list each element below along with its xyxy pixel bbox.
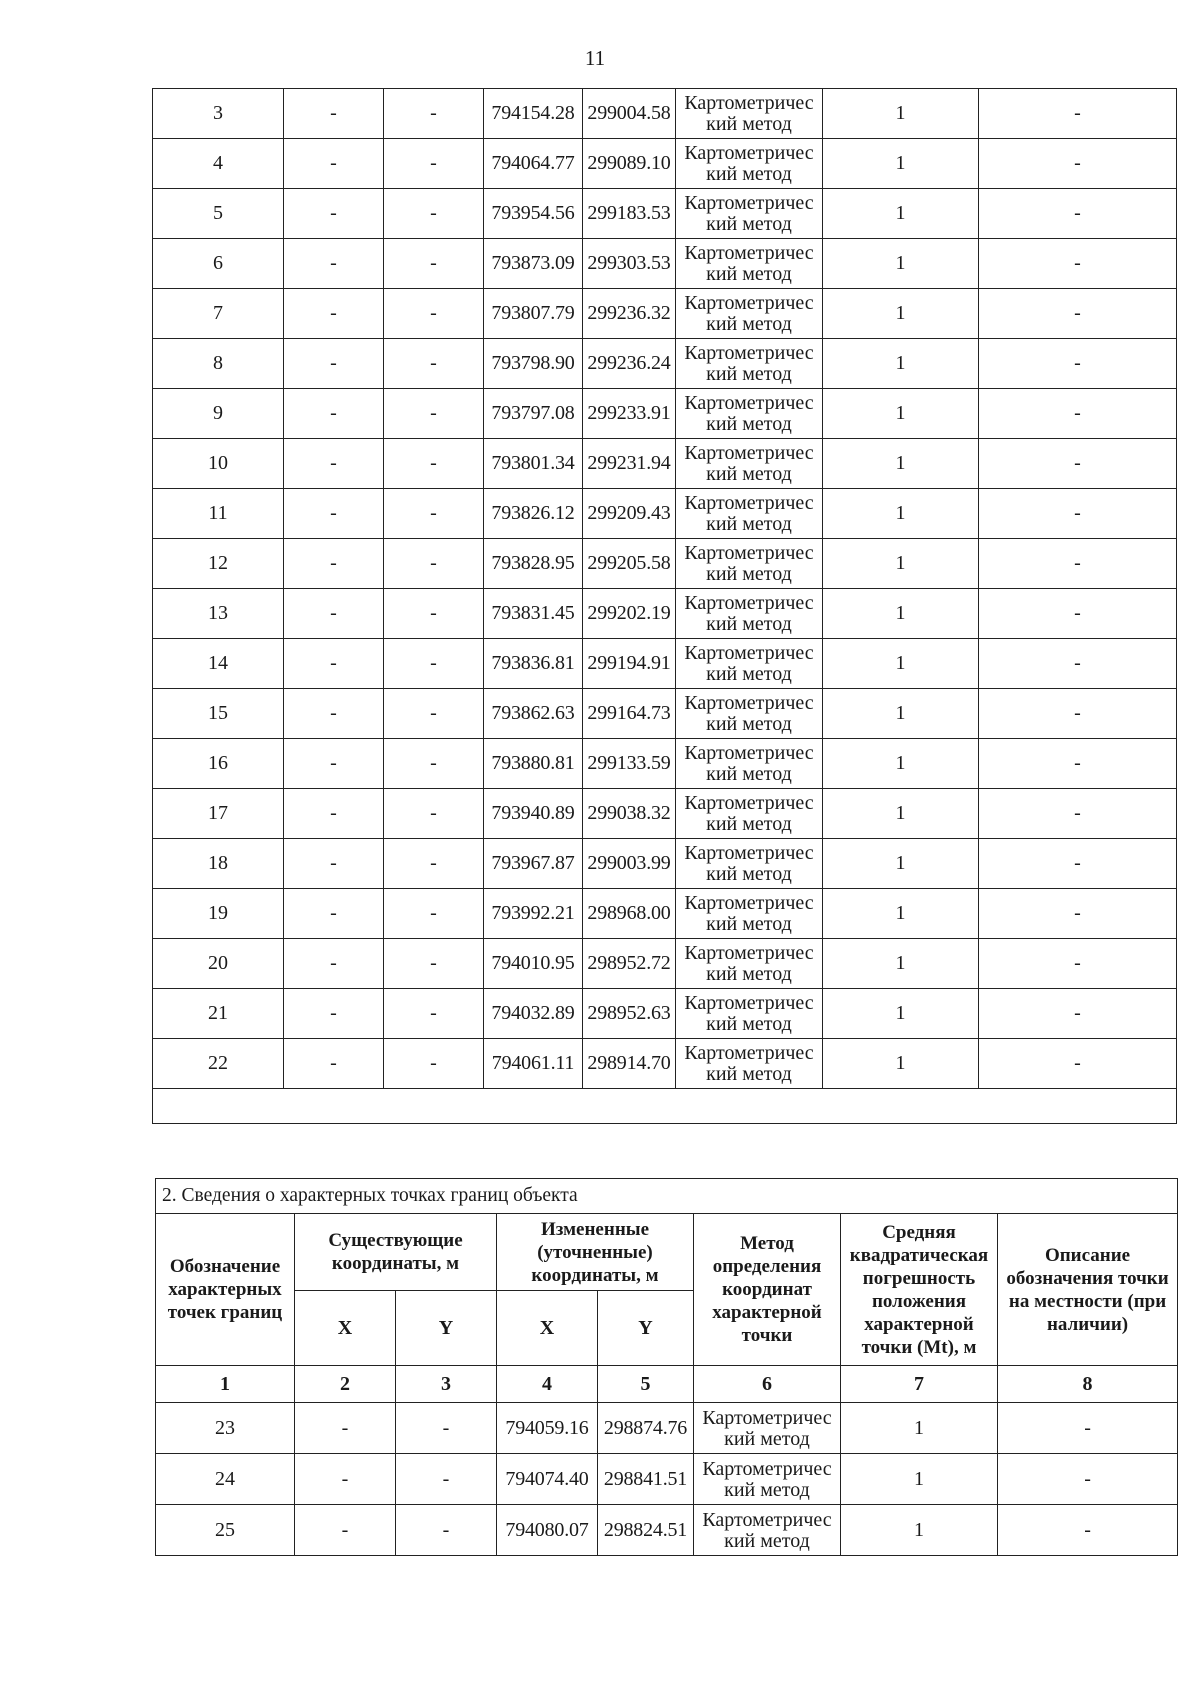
point-number-cell: 3	[153, 89, 284, 139]
x-coordinate-cell: 794061.11	[484, 1039, 583, 1089]
existing-y-cell: -	[384, 639, 484, 689]
header-existing-y: Y	[396, 1291, 497, 1366]
mt-cell: 1	[823, 439, 979, 489]
method-cell	[694, 1403, 841, 1454]
y-coordinate-cell: 298952.72	[583, 939, 676, 989]
description-cell: -	[998, 1403, 1178, 1454]
point-number-cell: 25	[156, 1505, 295, 1556]
table-caption: 2. Сведения о характерных точках границ объекта	[156, 1179, 1178, 1214]
table-row	[156, 1403, 1178, 1454]
existing-x-cell: -	[284, 889, 384, 939]
description-cell: -	[979, 339, 1177, 389]
method-text-line-1: Картометричес	[684, 892, 814, 914]
point-number-cell: 20	[153, 939, 284, 989]
method-text-line-2: кий метод	[706, 813, 792, 835]
method-text-line-1: Картометричес	[684, 392, 814, 414]
description-cell: -	[979, 189, 1177, 239]
y-coordinate-cell: 298952.63	[583, 989, 676, 1039]
description-cell: -	[979, 139, 1177, 189]
description-cell: -	[979, 289, 1177, 339]
existing-x-cell: -	[284, 339, 384, 389]
point-number-cell: 4	[153, 139, 284, 189]
method-cell	[676, 489, 823, 539]
existing-x-cell: -	[284, 139, 384, 189]
method-text-line-2: кий метод	[724, 1427, 810, 1450]
mt-cell: 1	[823, 389, 979, 439]
existing-y-cell: -	[384, 339, 484, 389]
method-text-line-1: Картометричес	[684, 342, 814, 364]
y-coordinate-cell: 299194.91	[583, 639, 676, 689]
table-row	[153, 639, 1177, 689]
table-row	[153, 489, 1177, 539]
table-row	[153, 589, 1177, 639]
method-cell	[676, 839, 823, 889]
x-coordinate-cell: 793797.08	[484, 389, 583, 439]
existing-y-cell: -	[384, 1039, 484, 1089]
x-coordinate-cell: 794080.07	[497, 1505, 598, 1556]
description-cell: -	[979, 789, 1177, 839]
method-text-line-2: кий метод	[706, 763, 792, 785]
description-cell: -	[979, 689, 1177, 739]
description-cell: -	[979, 739, 1177, 789]
method-text-line-2: кий метод	[706, 163, 792, 185]
point-number-cell: 7	[153, 289, 284, 339]
y-coordinate-cell: 299183.53	[583, 189, 676, 239]
method-text-line-2: кий метод	[706, 663, 792, 685]
existing-y-cell: -	[384, 989, 484, 1039]
method-text-line-2: кий метод	[706, 113, 792, 135]
description-cell: -	[979, 639, 1177, 689]
header-point: Обозначение характерных точек границ	[156, 1214, 295, 1366]
point-number-cell: 24	[156, 1454, 295, 1505]
x-coordinate-cell: 793828.95	[484, 539, 583, 589]
existing-y-cell: -	[384, 889, 484, 939]
mt-cell: 1	[823, 689, 979, 739]
method-cell	[676, 789, 823, 839]
description-cell: -	[998, 1505, 1178, 1556]
point-number-cell: 14	[153, 639, 284, 689]
existing-x-cell: -	[284, 589, 384, 639]
existing-x-cell: -	[295, 1505, 396, 1556]
method-text-line-2: кий метод	[706, 363, 792, 385]
column-number: 7	[841, 1366, 998, 1403]
description-cell: -	[979, 1039, 1177, 1089]
method-text-line-2: кий метод	[724, 1529, 810, 1552]
existing-y-cell: -	[384, 689, 484, 739]
method-cell	[676, 689, 823, 739]
method-text-line-2: кий метод	[706, 863, 792, 885]
y-coordinate-cell: 299236.32	[583, 289, 676, 339]
method-text-line-1: Картометричес	[684, 742, 814, 764]
mt-cell: 1	[823, 339, 979, 389]
method-text-line-2: кий метод	[706, 963, 792, 985]
table-row	[153, 239, 1177, 289]
method-text-line-1: Картометричес	[684, 592, 814, 614]
existing-y-cell: -	[384, 439, 484, 489]
x-coordinate-cell: 793836.81	[484, 639, 583, 689]
x-coordinate-cell: 793807.79	[484, 289, 583, 339]
existing-x-cell: -	[284, 789, 384, 839]
mt-cell: 1	[823, 539, 979, 589]
existing-x-cell: -	[295, 1403, 396, 1454]
method-cell	[676, 389, 823, 439]
method-text-line-2: кий метод	[706, 213, 792, 235]
x-coordinate-cell: 793880.81	[484, 739, 583, 789]
method-cell	[676, 89, 823, 139]
x-coordinate-cell: 793798.90	[484, 339, 583, 389]
y-coordinate-cell: 299004.58	[583, 89, 676, 139]
mt-cell: 1	[823, 1039, 979, 1089]
existing-x-cell: -	[295, 1454, 396, 1505]
point-number-cell: 8	[153, 339, 284, 389]
y-coordinate-cell: 299233.91	[583, 389, 676, 439]
point-number-cell: 22	[153, 1039, 284, 1089]
method-cell	[676, 539, 823, 589]
y-coordinate-cell: 299003.99	[583, 839, 676, 889]
point-number-cell: 19	[153, 889, 284, 939]
method-cell	[676, 939, 823, 989]
table-row	[153, 839, 1177, 889]
x-coordinate-cell: 794064.77	[484, 139, 583, 189]
existing-x-cell: -	[284, 239, 384, 289]
method-cell	[676, 889, 823, 939]
x-coordinate-cell: 794032.89	[484, 989, 583, 1039]
description-cell: -	[979, 889, 1177, 939]
header-changed-coordinates: Измененные (уточненные) координаты, м	[497, 1214, 694, 1291]
existing-y-cell: -	[384, 289, 484, 339]
description-cell: -	[979, 839, 1177, 889]
mt-cell: 1	[841, 1505, 998, 1556]
mt-cell: 1	[823, 789, 979, 839]
x-coordinate-cell: 794154.28	[484, 89, 583, 139]
method-text-line-1: Картометричес	[702, 1406, 832, 1429]
method-text-line-2: кий метод	[706, 1063, 792, 1085]
method-cell	[676, 189, 823, 239]
point-number-cell: 9	[153, 389, 284, 439]
y-coordinate-cell: 299133.59	[583, 739, 676, 789]
description-cell: -	[979, 989, 1177, 1039]
method-text-line-2: кий метод	[706, 313, 792, 335]
method-text-line-1: Картометричес	[684, 1042, 814, 1064]
existing-x-cell: -	[284, 189, 384, 239]
method-cell	[676, 989, 823, 1039]
method-text-line-1: Картометричес	[684, 192, 814, 214]
existing-y-cell: -	[384, 489, 484, 539]
method-text-line-1: Картометричес	[702, 1508, 832, 1531]
existing-x-cell: -	[284, 89, 384, 139]
mt-cell: 1	[823, 889, 979, 939]
method-text-line-2: кий метод	[706, 913, 792, 935]
table-row	[156, 1505, 1178, 1556]
table-row	[153, 989, 1177, 1039]
method-text-line-1: Картометричес	[684, 142, 814, 164]
point-number-cell: 11	[153, 489, 284, 539]
method-cell	[676, 339, 823, 389]
header-description: Описание обозначения точки на местности (при наличии)	[998, 1214, 1178, 1366]
mt-cell: 1	[841, 1403, 998, 1454]
x-coordinate-cell: 794010.95	[484, 939, 583, 989]
mt-cell: 1	[823, 989, 979, 1039]
method-text-line-2: кий метод	[706, 413, 792, 435]
x-coordinate-cell: 794059.16	[497, 1403, 598, 1454]
column-number: 5	[598, 1366, 694, 1403]
point-number-cell: 13	[153, 589, 284, 639]
mt-cell: 1	[823, 239, 979, 289]
page-number: 11	[584, 46, 606, 70]
method-cell	[694, 1505, 841, 1556]
existing-x-cell: -	[284, 939, 384, 989]
column-number: 4	[497, 1366, 598, 1403]
method-text-line-1: Картометричес	[684, 692, 814, 714]
column-number: 6	[694, 1366, 841, 1403]
existing-y-cell: -	[384, 739, 484, 789]
x-coordinate-cell: 793826.12	[484, 489, 583, 539]
column-number: 2	[295, 1366, 396, 1403]
header-mt: Средняя квадратическая погрешность положения характерной точки (Mt), м	[841, 1214, 998, 1366]
header-existing-x: X	[295, 1291, 396, 1366]
y-coordinate-cell: 299231.94	[583, 439, 676, 489]
existing-y-cell: -	[384, 139, 484, 189]
existing-y-cell: -	[384, 589, 484, 639]
x-coordinate-cell: 794074.40	[497, 1454, 598, 1505]
point-number-cell: 10	[153, 439, 284, 489]
method-text-line-2: кий метод	[706, 613, 792, 635]
mt-cell: 1	[823, 189, 979, 239]
column-number: 8	[998, 1366, 1178, 1403]
method-cell	[676, 1039, 823, 1089]
table-row	[153, 89, 1177, 139]
existing-x-cell: -	[284, 489, 384, 539]
mt-cell: 1	[823, 639, 979, 689]
mt-cell: 1	[823, 839, 979, 889]
method-cell	[676, 239, 823, 289]
y-coordinate-cell: 299236.24	[583, 339, 676, 389]
table-row	[153, 939, 1177, 989]
method-text-line-2: кий метод	[706, 563, 792, 585]
method-text-line-1: Картометричес	[684, 292, 814, 314]
point-number-cell: 12	[153, 539, 284, 589]
method-cell	[676, 139, 823, 189]
existing-y-cell: -	[384, 839, 484, 889]
y-coordinate-cell: 298874.76	[598, 1403, 694, 1454]
column-number: 1	[156, 1366, 295, 1403]
method-text-line-2: кий метод	[706, 713, 792, 735]
existing-y-cell: -	[384, 939, 484, 989]
x-coordinate-cell: 793967.87	[484, 839, 583, 889]
y-coordinate-cell: 299205.58	[583, 539, 676, 589]
description-cell: -	[979, 239, 1177, 289]
existing-y-cell: -	[384, 389, 484, 439]
existing-y-cell: -	[384, 539, 484, 589]
x-coordinate-cell: 793873.09	[484, 239, 583, 289]
existing-x-cell: -	[284, 1039, 384, 1089]
boundary-points-table	[155, 1178, 1178, 1556]
mt-cell: 1	[823, 489, 979, 539]
y-coordinate-cell: 298968.00	[583, 889, 676, 939]
mt-cell: 1	[823, 589, 979, 639]
table-row	[153, 889, 1177, 939]
y-coordinate-cell: 299202.19	[583, 589, 676, 639]
table-row	[153, 1039, 1177, 1089]
y-coordinate-cell: 299209.43	[583, 489, 676, 539]
description-cell: -	[979, 939, 1177, 989]
y-coordinate-cell: 298914.70	[583, 1039, 676, 1089]
method-text-line-1: Картометричес	[684, 842, 814, 864]
mt-cell: 1	[823, 939, 979, 989]
table-row	[156, 1454, 1178, 1505]
existing-x-cell: -	[284, 739, 384, 789]
existing-x-cell: -	[284, 839, 384, 889]
description-cell: -	[979, 89, 1177, 139]
method-text-line-1: Картометричес	[684, 442, 814, 464]
y-coordinate-cell: 299089.10	[583, 139, 676, 189]
coordinates-table-continued	[152, 88, 1177, 1124]
existing-y-cell: -	[396, 1403, 497, 1454]
x-coordinate-cell: 793954.56	[484, 189, 583, 239]
point-number-cell: 23	[156, 1403, 295, 1454]
description-cell: -	[979, 489, 1177, 539]
existing-x-cell: -	[284, 689, 384, 739]
method-text-line-2: кий метод	[706, 263, 792, 285]
point-number-cell: 18	[153, 839, 284, 889]
method-text-line-1: Картометричес	[702, 1457, 832, 1480]
method-cell	[676, 639, 823, 689]
description-cell: -	[979, 439, 1177, 489]
description-cell: -	[998, 1454, 1178, 1505]
table-row	[153, 439, 1177, 489]
method-cell	[694, 1454, 841, 1505]
point-number-cell: 5	[153, 189, 284, 239]
method-text-line-1: Картометричес	[684, 542, 814, 564]
method-text-line-1: Картометричес	[684, 92, 814, 114]
column-number: 3	[396, 1366, 497, 1403]
y-coordinate-cell: 299038.32	[583, 789, 676, 839]
table-row	[153, 739, 1177, 789]
existing-y-cell: -	[396, 1505, 497, 1556]
y-coordinate-cell: 299303.53	[583, 239, 676, 289]
point-number-cell: 16	[153, 739, 284, 789]
header-method: Метод определения координат характерной точки	[694, 1214, 841, 1366]
method-cell	[676, 439, 823, 489]
existing-y-cell: -	[384, 239, 484, 289]
table-row	[153, 139, 1177, 189]
existing-x-cell: -	[284, 289, 384, 339]
method-cell	[676, 589, 823, 639]
header-changed-x: X	[497, 1291, 598, 1366]
method-text-line-2: кий метод	[706, 513, 792, 535]
table-row	[153, 289, 1177, 339]
table-row	[153, 539, 1177, 589]
method-text-line-1: Картометричес	[684, 492, 814, 514]
point-number-cell: 17	[153, 789, 284, 839]
existing-x-cell: -	[284, 439, 384, 489]
table-row	[153, 689, 1177, 739]
existing-y-cell: -	[384, 789, 484, 839]
header-changed-y: Y	[598, 1291, 694, 1366]
point-number-cell: 21	[153, 989, 284, 1039]
x-coordinate-cell: 793992.21	[484, 889, 583, 939]
mt-cell: 1	[823, 139, 979, 189]
y-coordinate-cell: 298824.51	[598, 1505, 694, 1556]
table-row	[153, 339, 1177, 389]
method-cell	[676, 289, 823, 339]
method-text-line-1: Картометричес	[684, 242, 814, 264]
description-cell: -	[979, 589, 1177, 639]
header-existing-coordinates: Существующие координаты, м	[295, 1214, 497, 1291]
x-coordinate-cell: 793801.34	[484, 439, 583, 489]
mt-cell: 1	[823, 89, 979, 139]
method-text-line-2: кий метод	[706, 1013, 792, 1035]
method-text-line-1: Картометричес	[684, 642, 814, 664]
existing-x-cell: -	[284, 389, 384, 439]
y-coordinate-cell: 298841.51	[598, 1454, 694, 1505]
method-text-line-2: кий метод	[724, 1478, 810, 1501]
existing-x-cell: -	[284, 639, 384, 689]
existing-y-cell: -	[384, 189, 484, 239]
existing-y-cell: -	[396, 1454, 497, 1505]
mt-cell: 1	[823, 289, 979, 339]
column-numbers-row	[156, 1366, 1178, 1403]
existing-y-cell: -	[384, 89, 484, 139]
x-coordinate-cell: 793831.45	[484, 589, 583, 639]
point-number-cell: 15	[153, 689, 284, 739]
existing-x-cell: -	[284, 989, 384, 1039]
description-cell: -	[979, 539, 1177, 589]
mt-cell: 1	[841, 1454, 998, 1505]
y-coordinate-cell: 299164.73	[583, 689, 676, 739]
method-text-line-1: Картометричес	[684, 992, 814, 1014]
method-text-line-1: Картометричес	[684, 792, 814, 814]
table-row	[153, 189, 1177, 239]
table-blank-row	[153, 1089, 1177, 1124]
table-row	[153, 789, 1177, 839]
method-text-line-2: кий метод	[706, 463, 792, 485]
existing-x-cell: -	[284, 539, 384, 589]
point-number-cell: 6	[153, 239, 284, 289]
x-coordinate-cell: 793940.89	[484, 789, 583, 839]
method-cell	[676, 739, 823, 789]
x-coordinate-cell: 793862.63	[484, 689, 583, 739]
description-cell: -	[979, 389, 1177, 439]
table-row	[153, 389, 1177, 439]
mt-cell: 1	[823, 739, 979, 789]
method-text-line-1: Картометричес	[684, 942, 814, 964]
